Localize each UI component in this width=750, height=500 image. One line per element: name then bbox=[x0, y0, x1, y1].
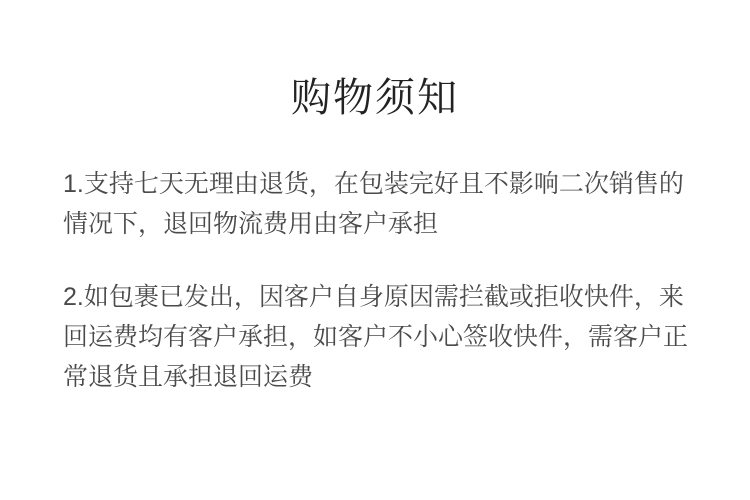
notice-text-line: 常退货且承担退回运费 bbox=[63, 363, 314, 391]
page-title: 购物须知 bbox=[291, 76, 459, 120]
notice-text-line: 2.如包裹已发出，因客户自身原因需拦截或拒收快件，来 bbox=[63, 283, 684, 311]
notice-paragraph-shipping bbox=[63, 277, 687, 397]
notice-text-line: 回运费均有客户承担，如客户不小心签收快件，需客户正 bbox=[63, 323, 689, 351]
notice-text-line: 情况下，退回物流费用由客户承担 bbox=[63, 210, 439, 238]
notice-paragraph-returns bbox=[63, 164, 687, 244]
notice-text-line: 1.支持七天无理由退货，在包装完好且不影响二次销售的 bbox=[63, 170, 684, 198]
